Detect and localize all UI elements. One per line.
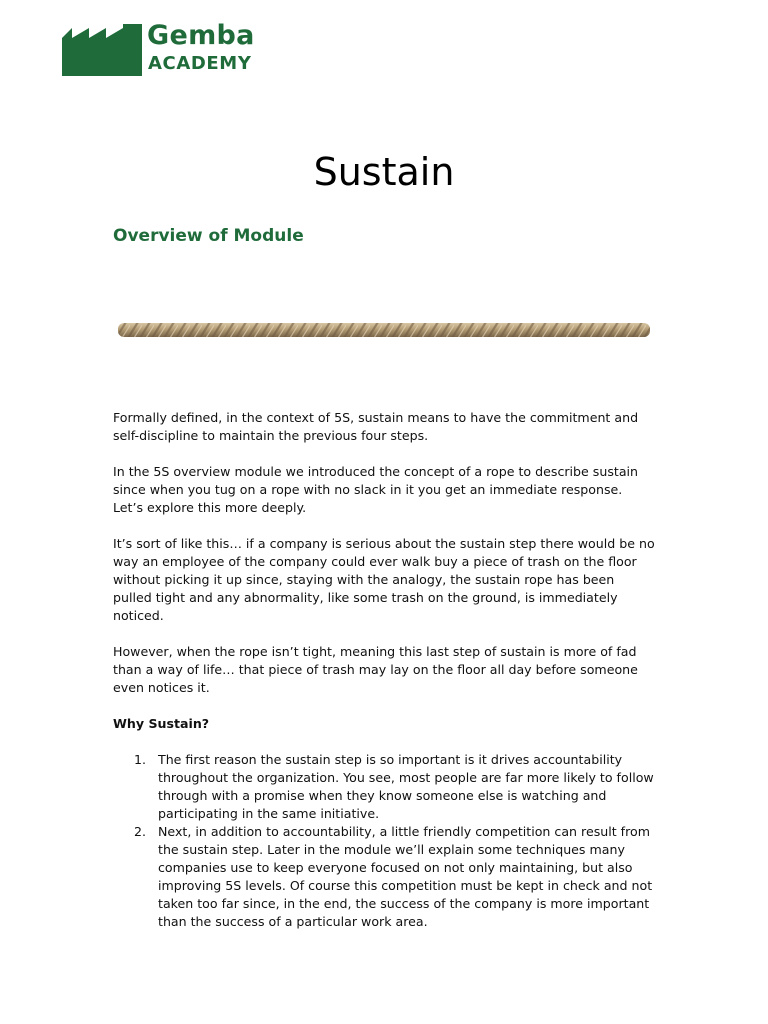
paragraph-fad: However, when the rope isn’t tight, meaning this last step of sustain is more of fad than a way of life… that piece of trash may lay on the floor all day before someone even notices it. bbox=[113, 644, 638, 695]
document-body bbox=[113, 409, 655, 931]
logo-text-academy: ACADEMY bbox=[148, 53, 252, 74]
factory-icon bbox=[62, 24, 142, 76]
reason-list bbox=[113, 751, 655, 931]
page-title: Sustain bbox=[313, 150, 455, 194]
paragraph-definition: Formally defined, in the context of 5S, sustain means to have the commitment and self-discipline to maintain the previous four steps. bbox=[113, 410, 639, 443]
paragraph-analogy: It’s sort of like this… if a company is serious about the sustain step there would be no way an employee of the company could ever walk buy a piece of trash on the floor without picking it up since, staying with the analogy, the sustain rope has been pulled tight and any abnormality, like some trash on the ground, is immediately noticed. bbox=[113, 536, 655, 623]
list-item-text: Next, in addition to accountability, a little friendly competition can result from the sustain step. Later in the module we’ll explain some techniques many companies use to keep everyone focused on not only maintaining, but also improving 5S levels. Of course this competition must be kept in check and not taken too far since, in the end, the success of the company is more important than the success of a particular work area. bbox=[158, 824, 653, 929]
gemba-academy-logo bbox=[62, 20, 276, 78]
rope-image bbox=[118, 318, 650, 342]
list-item-number: 1. bbox=[134, 752, 147, 767]
why-sustain-heading: Why Sustain? bbox=[113, 716, 210, 731]
list-item bbox=[113, 823, 655, 931]
list-item bbox=[113, 751, 655, 823]
logo-text-gemba: Gemba bbox=[147, 20, 255, 51]
list-item-text: The first reason the sustain step is so important is it drives accountability throughout the organization. You see, most people are far more likely to follow through with a promise when they know someone else is watching and participating in the same initiative. bbox=[158, 752, 654, 821]
list-item-number: 2. bbox=[134, 824, 147, 839]
paragraph-rope-concept: In the 5S overview module we introduced the concept of a rope to describe sustain since when you tug on a rope with no slack in it you get an immediate response. Let’s explore this more deeply. bbox=[113, 464, 639, 515]
section-heading: Overview of Module bbox=[113, 226, 304, 246]
